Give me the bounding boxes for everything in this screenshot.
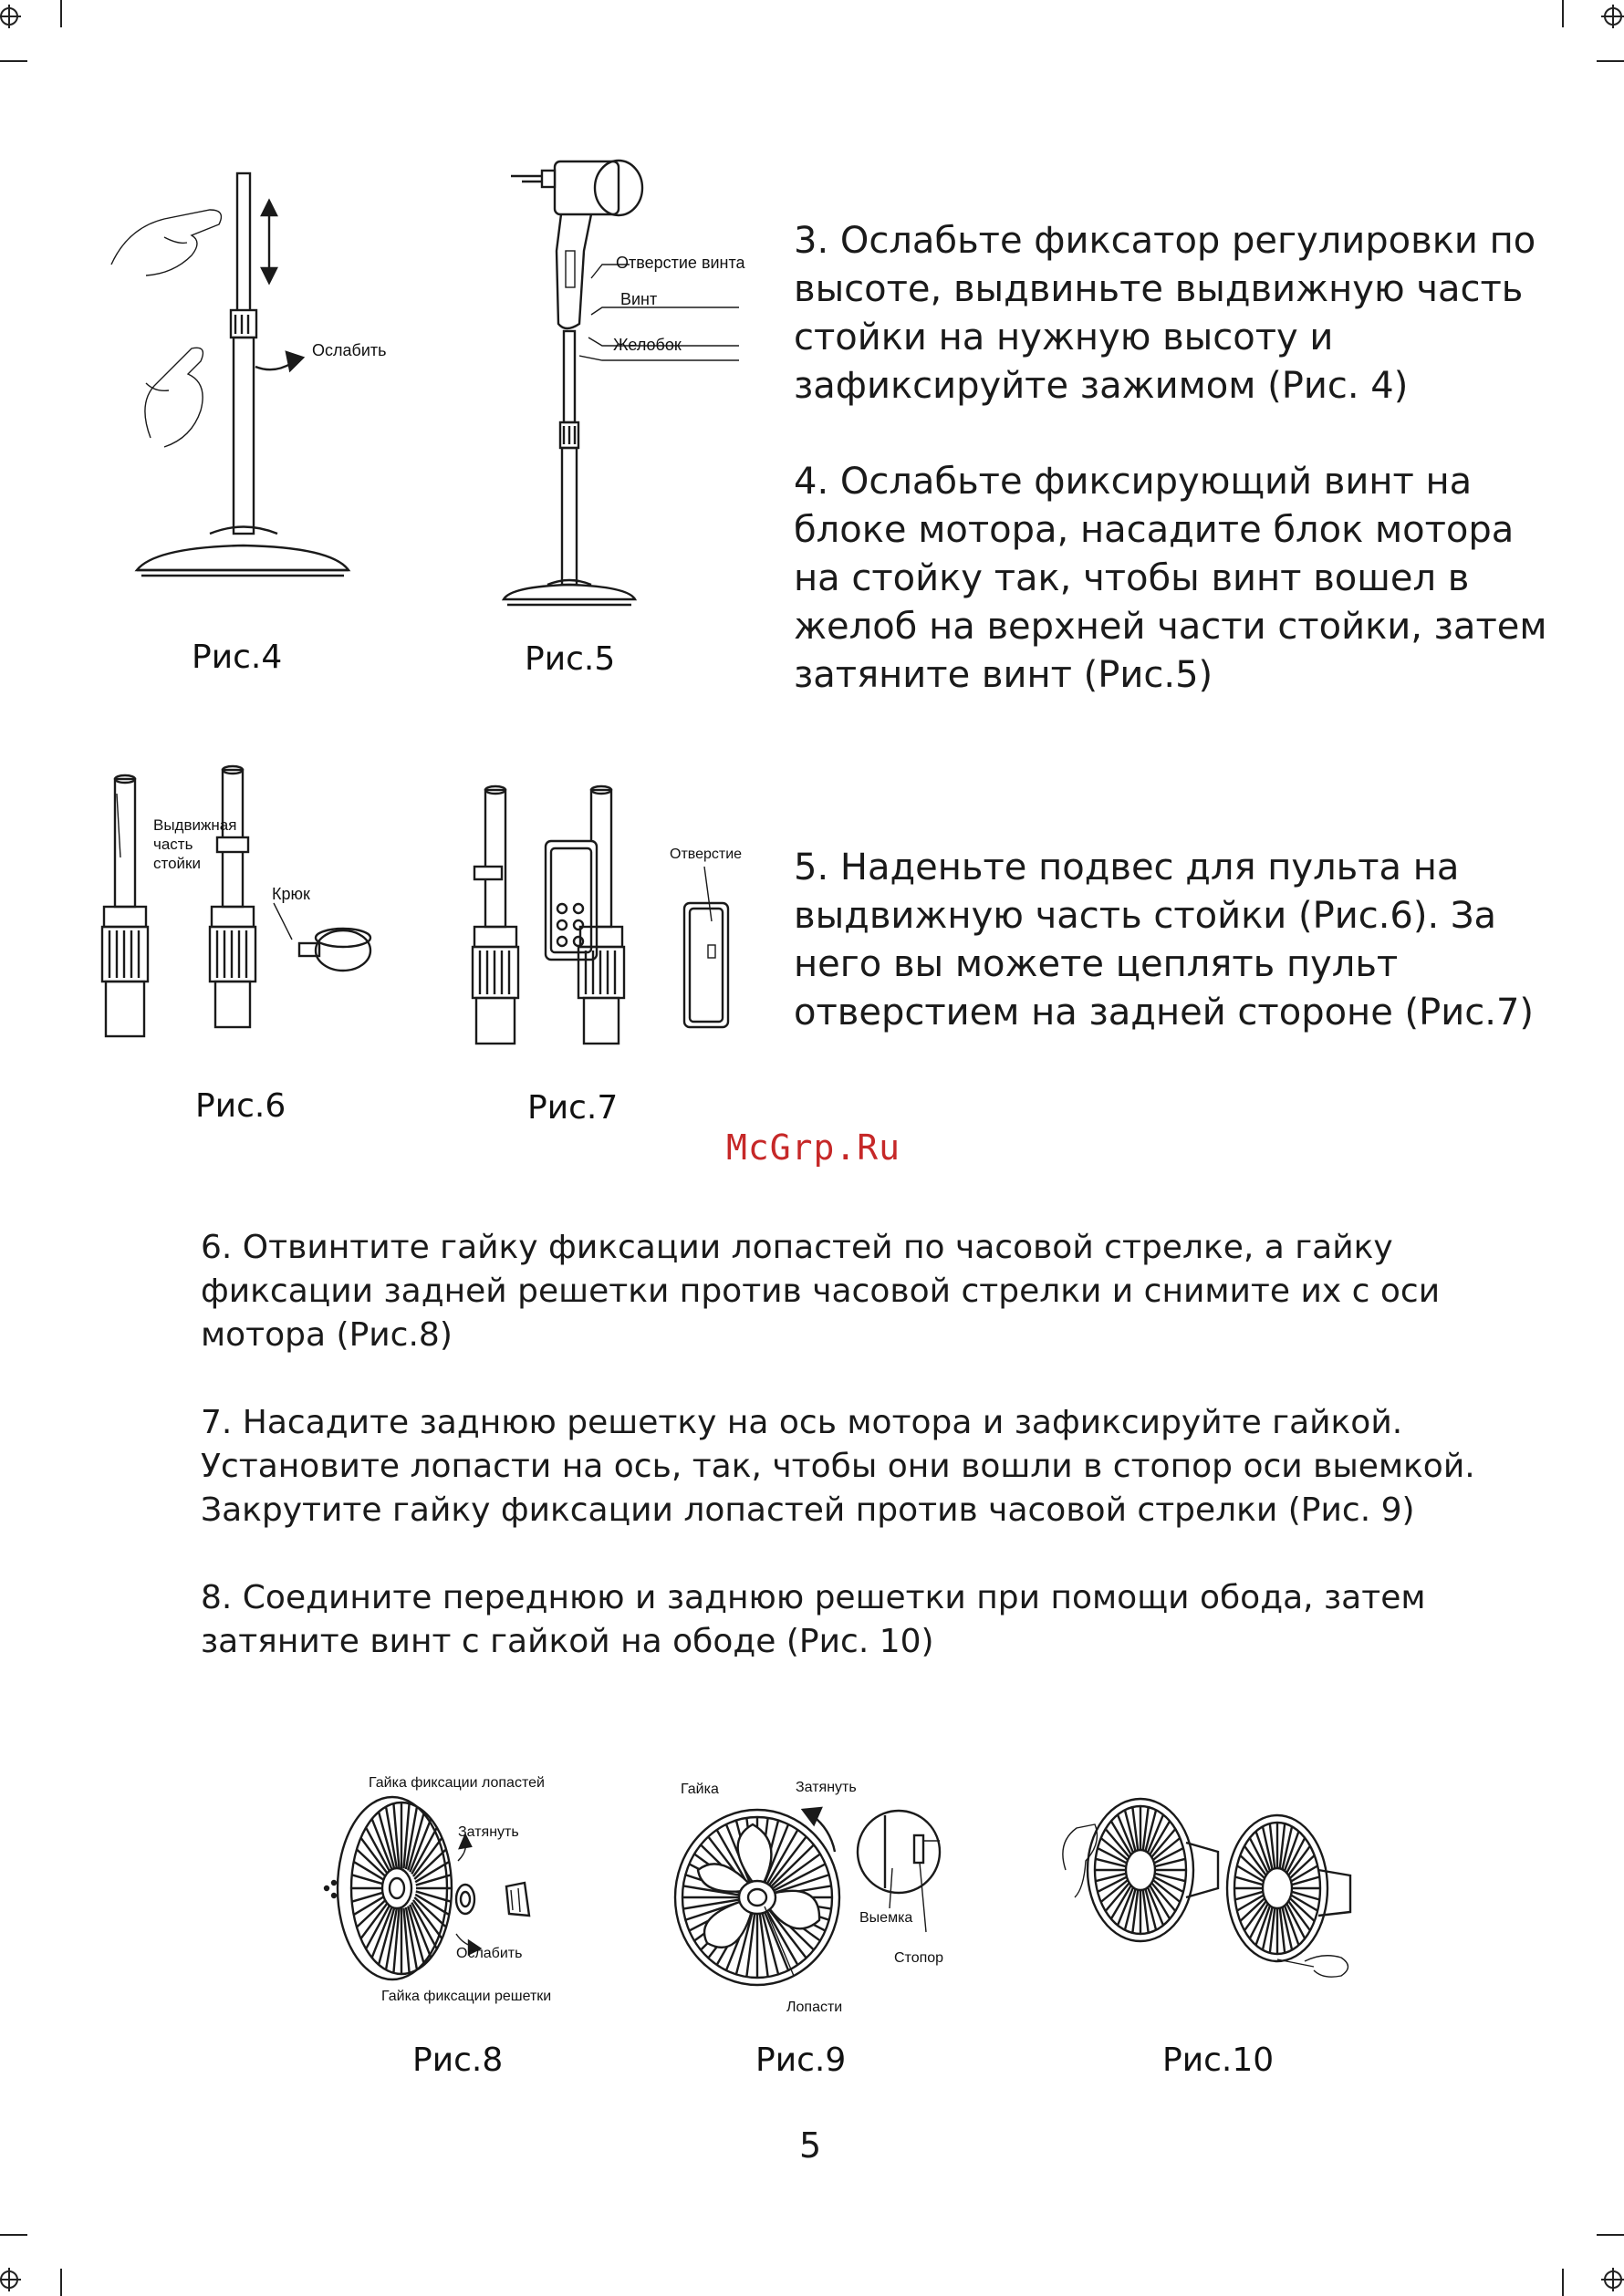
fig7-caption: Рис.7 bbox=[527, 1089, 619, 1127]
step-7-text: 7. Насадите заднюю решетку на ось мотора и зафиксируйте гайкой. Установите лопасти на ось, так, чтобы они вошли в стопор оси выемкой. Закрутите гайку фиксации лопастей против часовой стрелки (Рис. 9) bbox=[201, 1404, 1475, 1529]
remote-on-hook-drawing bbox=[465, 775, 766, 1049]
motor-on-stand-drawing bbox=[502, 151, 785, 607]
fig8-blade-nut-label: Гайка фиксации лопастей bbox=[369, 1775, 545, 1791]
fig9-nut-label: Гайка bbox=[681, 1782, 719, 1797]
step-5-text: 5. Наденьте подвес для пульта на выдвижную часть стойки (Рис.6). За него вы можете цеплять пульт отверстием на задней стороне (Рис.7) bbox=[794, 847, 1535, 1034]
crop-mark-top-left bbox=[0, 0, 73, 73]
fig5-caption: Рис.5 bbox=[525, 640, 616, 678]
fig5-screw-hole-label: Отверстие винта bbox=[616, 254, 745, 272]
fig4-caption: Рис.4 bbox=[192, 639, 283, 676]
fig8-caption: Рис.8 bbox=[412, 2041, 504, 2079]
page-number: 5 bbox=[799, 2125, 822, 2166]
fig8-loosen-label: Ослабить bbox=[456, 1946, 523, 1961]
grille-spoke bbox=[416, 1891, 452, 1901]
grille-spoke bbox=[416, 1875, 452, 1885]
figure-8 bbox=[310, 1788, 620, 2007]
fig8-tighten-label: Затянуть bbox=[458, 1824, 519, 1840]
step-4-text: 4. Ослабьте фиксирующий винт на блоке мотора, насадите блок мотора на стойку так, чтобы винт вошел в желоб на верхней части стойки, затем затяните винт (Рис.5) bbox=[794, 461, 1547, 696]
figure-4 bbox=[100, 164, 374, 593]
grille-spoke bbox=[354, 1895, 388, 1915]
figure-9 bbox=[666, 1788, 967, 2007]
fig6-hook-label: Крюк bbox=[272, 885, 310, 903]
figure-10 bbox=[1049, 1788, 1369, 2007]
fig9-blades-label: Лопасти bbox=[786, 2000, 843, 2015]
figure-5 bbox=[502, 151, 785, 607]
crop-mark-bottom-left bbox=[0, 2223, 73, 2296]
rear-grille-disassembly-drawing bbox=[310, 1788, 620, 2007]
blade-installation-drawing bbox=[666, 1788, 967, 2007]
grille-spoke bbox=[354, 1862, 388, 1882]
step-3-text: 3. Ослабьте фиксатор регулировки по высоте, выдвиньте выдвижную часть стойки на нужную высоту и зафиксируйте зажимом (Рис. 4) bbox=[794, 220, 1536, 407]
fig9-stopper-label: Стопор bbox=[894, 1950, 944, 1966]
fig6-caption: Рис.6 bbox=[195, 1087, 286, 1125]
crop-mark-top-right bbox=[1551, 0, 1624, 73]
fig10-caption: Рис.10 bbox=[1162, 2041, 1275, 2079]
grille-assembly-drawing bbox=[1049, 1788, 1369, 2007]
grille-spoke bbox=[415, 1862, 449, 1882]
figure-7 bbox=[465, 775, 766, 1049]
step-8-text: 8. Соедините переднюю и заднюю решетки при помощи обода, затем затяните винт с гайкой на ободе (Рис. 10) bbox=[201, 1579, 1426, 1660]
fig5-groove-label: Желобок bbox=[613, 336, 682, 354]
stand-height-adjust-drawing bbox=[100, 164, 374, 593]
grille-spoke bbox=[415, 1895, 449, 1915]
fig8-grille-nut-label: Гайка фиксации решетки bbox=[381, 1989, 552, 2004]
remote-hook-drawing bbox=[100, 757, 383, 1049]
watermark: McGrp.Ru bbox=[726, 1127, 901, 1168]
fig6-sliding-part-label: Выдвижная часть стойки bbox=[153, 816, 237, 872]
step-6-text: 6. Отвинтите гайку фиксации лопастей по часовой стрелке, а гайку фиксации задней решетки против часовой стрелки и снимите их с оси мотора (Рис.8) bbox=[201, 1229, 1441, 1354]
fig9-notch-label: Выемка bbox=[859, 1910, 913, 1926]
fig9-tighten-label: Затянуть bbox=[796, 1780, 857, 1795]
fig7-hole-label: Отверстие bbox=[670, 847, 743, 862]
crop-mark-bottom-right bbox=[1551, 2223, 1624, 2296]
figure-6 bbox=[100, 757, 383, 1049]
fig5-screw-label: Винт bbox=[620, 290, 658, 308]
fig9-caption: Рис.9 bbox=[755, 2041, 847, 2079]
fig4-loosen-label: Ослабить bbox=[312, 341, 387, 359]
